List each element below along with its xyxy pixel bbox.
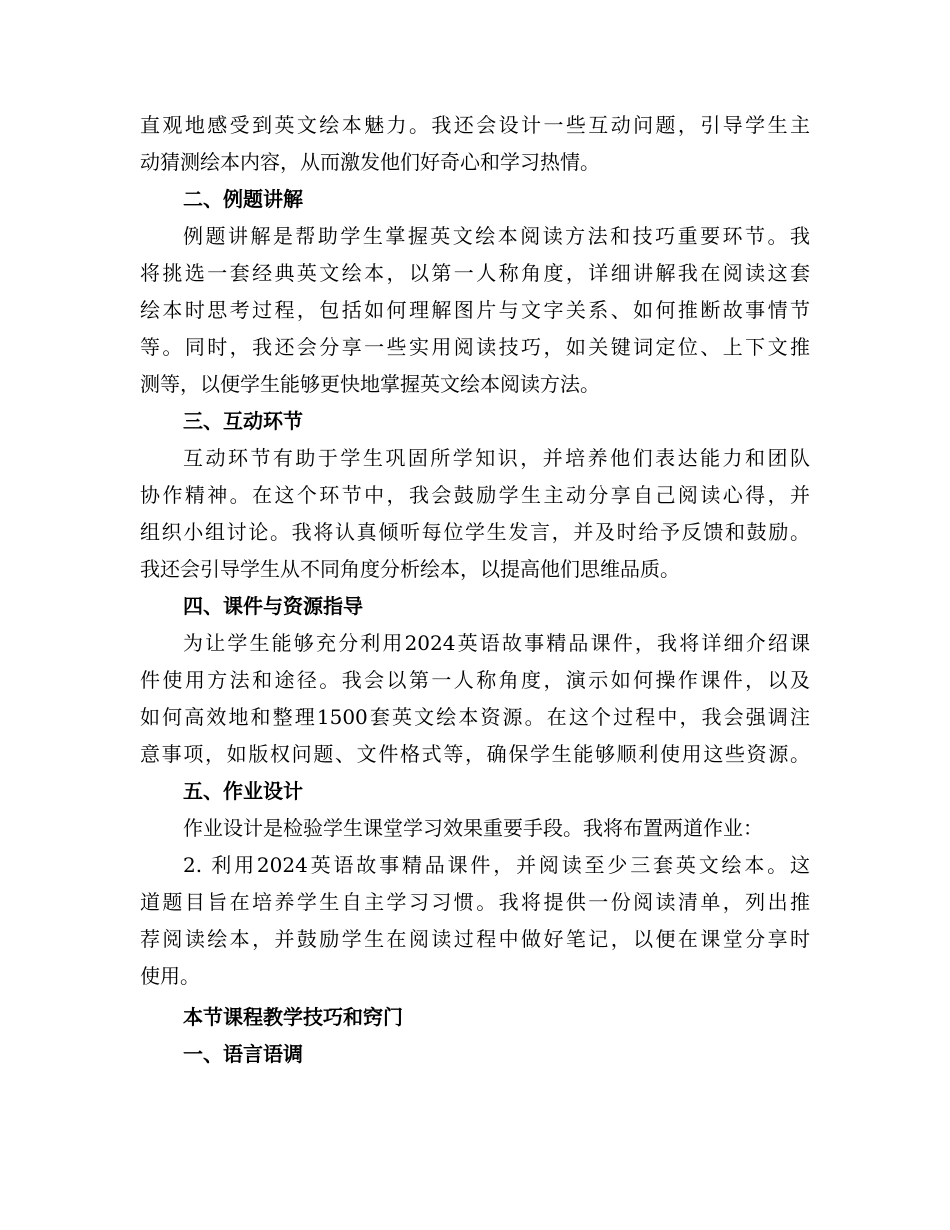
- section-heading: 四、课件与资源指导: [183, 594, 363, 618]
- section-heading: 三、互动环节: [183, 409, 303, 433]
- paragraph-line: 例题讲解是帮助学生掌握英文绘本阅读方法和技巧重要环节。我: [183, 224, 810, 248]
- section-heading: 五、作业设计: [183, 779, 303, 803]
- paragraph-line: 协作精神。在这个环节中，我会鼓励学生主动分享自己阅读心得，并: [140, 483, 810, 507]
- paragraph-line: 动猜测绘本内容，从而激发他们好奇心和学习热情。: [140, 150, 600, 174]
- paragraph-line: 测等，以便学生能够更快地掌握英文绘本阅读方法。: [140, 372, 600, 396]
- paragraph-line: 作业设计是检验学生课堂学习效果重要手段。我将布置两道作业：: [183, 816, 763, 840]
- paragraph-line: 如何高效地和整理1500套英文绘本资源。在这个过程中，我会强调注: [140, 705, 810, 729]
- paragraph-line: 使用。: [140, 964, 200, 988]
- paragraph-line: 直观地感受到英文绘本魅力。我还会设计一些互动问题，引导学生主: [140, 113, 810, 137]
- section-heading: 一、语言语调: [183, 1042, 303, 1066]
- list-item-line: 2. 利用2024英语故事精品课件，并阅读至少三套英文绘本。这: [183, 853, 810, 877]
- paragraph-line: 道题目旨在培养学生自主学习习惯。我将提供一份阅读清单，列出推: [140, 890, 810, 914]
- paragraph-line: 互动环节有助于学生巩固所学知识，并培养他们表达能力和团队: [183, 446, 810, 470]
- document-page: [140, 107, 810, 1073]
- paragraph-line: 件使用方法和途径。我会以第一人称角度，演示如何操作课件，以及: [140, 668, 810, 692]
- paragraph-line: 我还会引导学生从不同角度分析绘本，以提高他们思维品质。: [140, 557, 680, 581]
- paragraph-line: 组织小组讨论。我将认真倾听每位学生发言，并及时给予反馈和鼓励。: [140, 520, 810, 544]
- chapter-heading: 本节课程教学技巧和窍门: [183, 1005, 403, 1029]
- paragraph-line: 为让学生能够充分利用2024英语故事精品课件，我将详细介绍课: [183, 631, 810, 655]
- paragraph-line: 荐阅读绘本，并鼓励学生在阅读过程中做好笔记，以便在课堂分享时: [140, 927, 810, 951]
- paragraph-line: 将挑选一套经典英文绘本，以第一人称角度，详细讲解我在阅读这套: [140, 261, 810, 285]
- section-heading: 二、例题讲解: [183, 187, 303, 211]
- paragraph-line: 意事项，如版权问题、文件格式等，确保学生能够顺利使用这些资源。: [140, 742, 810, 766]
- paragraph-line: 等。同时，我还会分享一些实用阅读技巧，如关键词定位、上下文推: [140, 335, 810, 359]
- paragraph-line: 绘本时思考过程，包括如何理解图片与文字关系、如何推断故事情节: [140, 298, 810, 322]
